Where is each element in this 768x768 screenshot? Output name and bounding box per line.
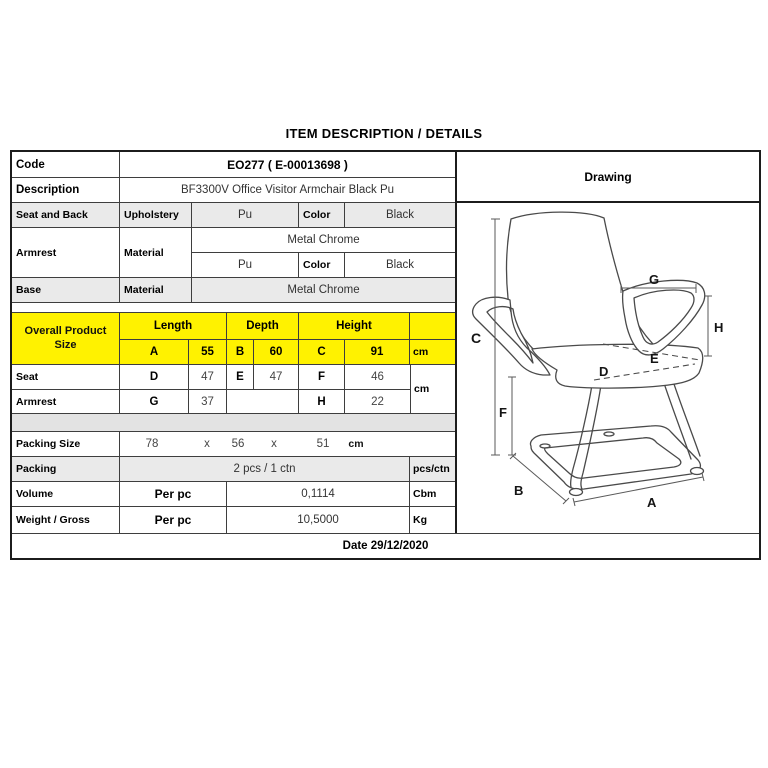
base-attr-label: Material bbox=[120, 278, 192, 302]
dim-b-value: 60 bbox=[254, 340, 299, 364]
overall-size-label: Overall Product Size bbox=[12, 313, 120, 364]
packing-unit: pcs/ctn bbox=[413, 463, 450, 475]
chair-right-armrest bbox=[623, 280, 705, 355]
dim-label-b: B bbox=[514, 483, 524, 498]
seat-and-back-color-label: Color bbox=[299, 203, 345, 227]
volume-basis: Per pc bbox=[120, 482, 227, 506]
dim-e-value: 47 bbox=[254, 365, 299, 389]
armrest-color-value: Black bbox=[385, 259, 415, 271]
description-label: Description bbox=[12, 178, 120, 202]
packing-size-unit: cm bbox=[348, 438, 364, 450]
armrest-attr-label: Material bbox=[120, 228, 192, 277]
dim-label-a: A bbox=[647, 495, 657, 510]
upholstery-label: Upholstery bbox=[120, 203, 192, 227]
spec-table bbox=[10, 150, 761, 560]
chair-seat bbox=[532, 344, 703, 388]
chair-drawing bbox=[457, 203, 759, 533]
dim-line-h bbox=[704, 296, 712, 356]
dim-a-value: 55 bbox=[189, 340, 227, 364]
dim-g-key: G bbox=[120, 390, 189, 413]
seat-armrest-unit: cm bbox=[410, 365, 455, 413]
dim-line-f bbox=[508, 377, 516, 455]
code-label: Code bbox=[12, 152, 120, 177]
dim-g-value: 37 bbox=[189, 390, 227, 413]
dim-b-key: B bbox=[227, 340, 254, 364]
base-label: Base bbox=[12, 278, 120, 302]
overall-unit: cm bbox=[413, 346, 429, 358]
weight-unit: Kg bbox=[413, 514, 427, 526]
seat-armrest-dims-rows bbox=[12, 365, 455, 414]
depth-header: Depth bbox=[227, 313, 299, 339]
armrest-label: Armrest bbox=[12, 228, 120, 277]
dim-h-key: H bbox=[299, 390, 345, 413]
dim-d-value: 47 bbox=[189, 365, 227, 389]
packing-size-dim1: 78 bbox=[145, 438, 159, 450]
chair-sled-base bbox=[530, 426, 700, 489]
packing-size-values bbox=[120, 432, 455, 456]
seat-and-back-material: Pu bbox=[192, 203, 299, 227]
dim-a-key: A bbox=[120, 340, 189, 364]
spacer-row-gray bbox=[12, 414, 455, 432]
dim-label-d: D bbox=[599, 364, 609, 379]
packing-size-sep1: x bbox=[204, 438, 210, 450]
seat-and-back-label: Seat and Back bbox=[12, 203, 120, 227]
dim-f-key: F bbox=[299, 365, 345, 389]
dim-line-a bbox=[573, 473, 704, 506]
seat-dims-label: Seat bbox=[12, 365, 120, 389]
spacer-row bbox=[12, 303, 455, 313]
dim-label-e: E bbox=[650, 351, 659, 366]
dim-label-g: G bbox=[649, 272, 660, 287]
spec-table-left-section bbox=[12, 152, 457, 533]
armrest-material-top: Metal Chrome bbox=[287, 234, 360, 246]
packing-size-dim2: 56 bbox=[231, 438, 245, 450]
base-material: Metal Chrome bbox=[287, 284, 360, 296]
code-value: EO277 ( E-00013698 ) bbox=[227, 157, 348, 172]
length-header: Length bbox=[120, 313, 227, 339]
armrest-dims-label: Armrest bbox=[12, 390, 120, 413]
dim-c-key: C bbox=[299, 340, 345, 364]
date-value: Date 29/12/2020 bbox=[342, 540, 429, 552]
packing-size-label: Packing Size bbox=[12, 432, 120, 456]
overall-size-header-row bbox=[12, 313, 455, 365]
weight-label: Weight / Gross bbox=[12, 507, 120, 533]
dim-e-key: E bbox=[227, 365, 254, 389]
armrest-color-label: Color bbox=[299, 253, 345, 277]
dim-c-value: 91 bbox=[345, 340, 410, 364]
dims-empty-cell bbox=[227, 390, 299, 413]
drawing-header: Drawing bbox=[457, 152, 759, 203]
page-title: ITEM DESCRIPTION / DETAILS bbox=[285, 126, 483, 141]
volume-label: Volume bbox=[12, 482, 120, 506]
description-value: BF3300V Office Visitor Armchair Black Pu bbox=[180, 184, 395, 196]
dim-h-value: 22 bbox=[371, 395, 384, 408]
dim-f-value: 46 bbox=[371, 371, 384, 383]
code-row bbox=[12, 152, 455, 178]
weight-value: 10,5000 bbox=[227, 507, 410, 533]
weight-basis: Per pc bbox=[120, 507, 227, 533]
dim-label-h: H bbox=[714, 320, 724, 335]
dim-d-key: D bbox=[120, 365, 189, 389]
dim-label-c: C bbox=[471, 330, 482, 346]
packing-size-dim3: 51 bbox=[316, 438, 330, 450]
armrest-material-pu: Pu bbox=[192, 253, 299, 277]
packing-value: 2 pcs / 1 ctn bbox=[120, 457, 410, 481]
seat-and-back-color-value: Black bbox=[385, 209, 415, 221]
packing-size-row bbox=[12, 432, 455, 457]
volume-unit: Cbm bbox=[413, 488, 437, 500]
packing-size-sep2: x bbox=[271, 438, 277, 450]
base-row bbox=[12, 278, 455, 303]
drawing-panel bbox=[457, 152, 759, 533]
volume-row bbox=[12, 482, 455, 507]
date-row bbox=[12, 533, 759, 558]
packing-label: Packing bbox=[12, 457, 120, 481]
weight-row bbox=[12, 507, 455, 533]
seat-and-back-row bbox=[12, 203, 455, 228]
dim-label-f: F bbox=[499, 405, 507, 420]
packing-row bbox=[12, 457, 455, 482]
armrest-material-row bbox=[12, 228, 455, 278]
height-header: Height bbox=[299, 313, 410, 339]
description-row bbox=[12, 178, 455, 203]
volume-value: 0,1114 bbox=[227, 482, 410, 506]
